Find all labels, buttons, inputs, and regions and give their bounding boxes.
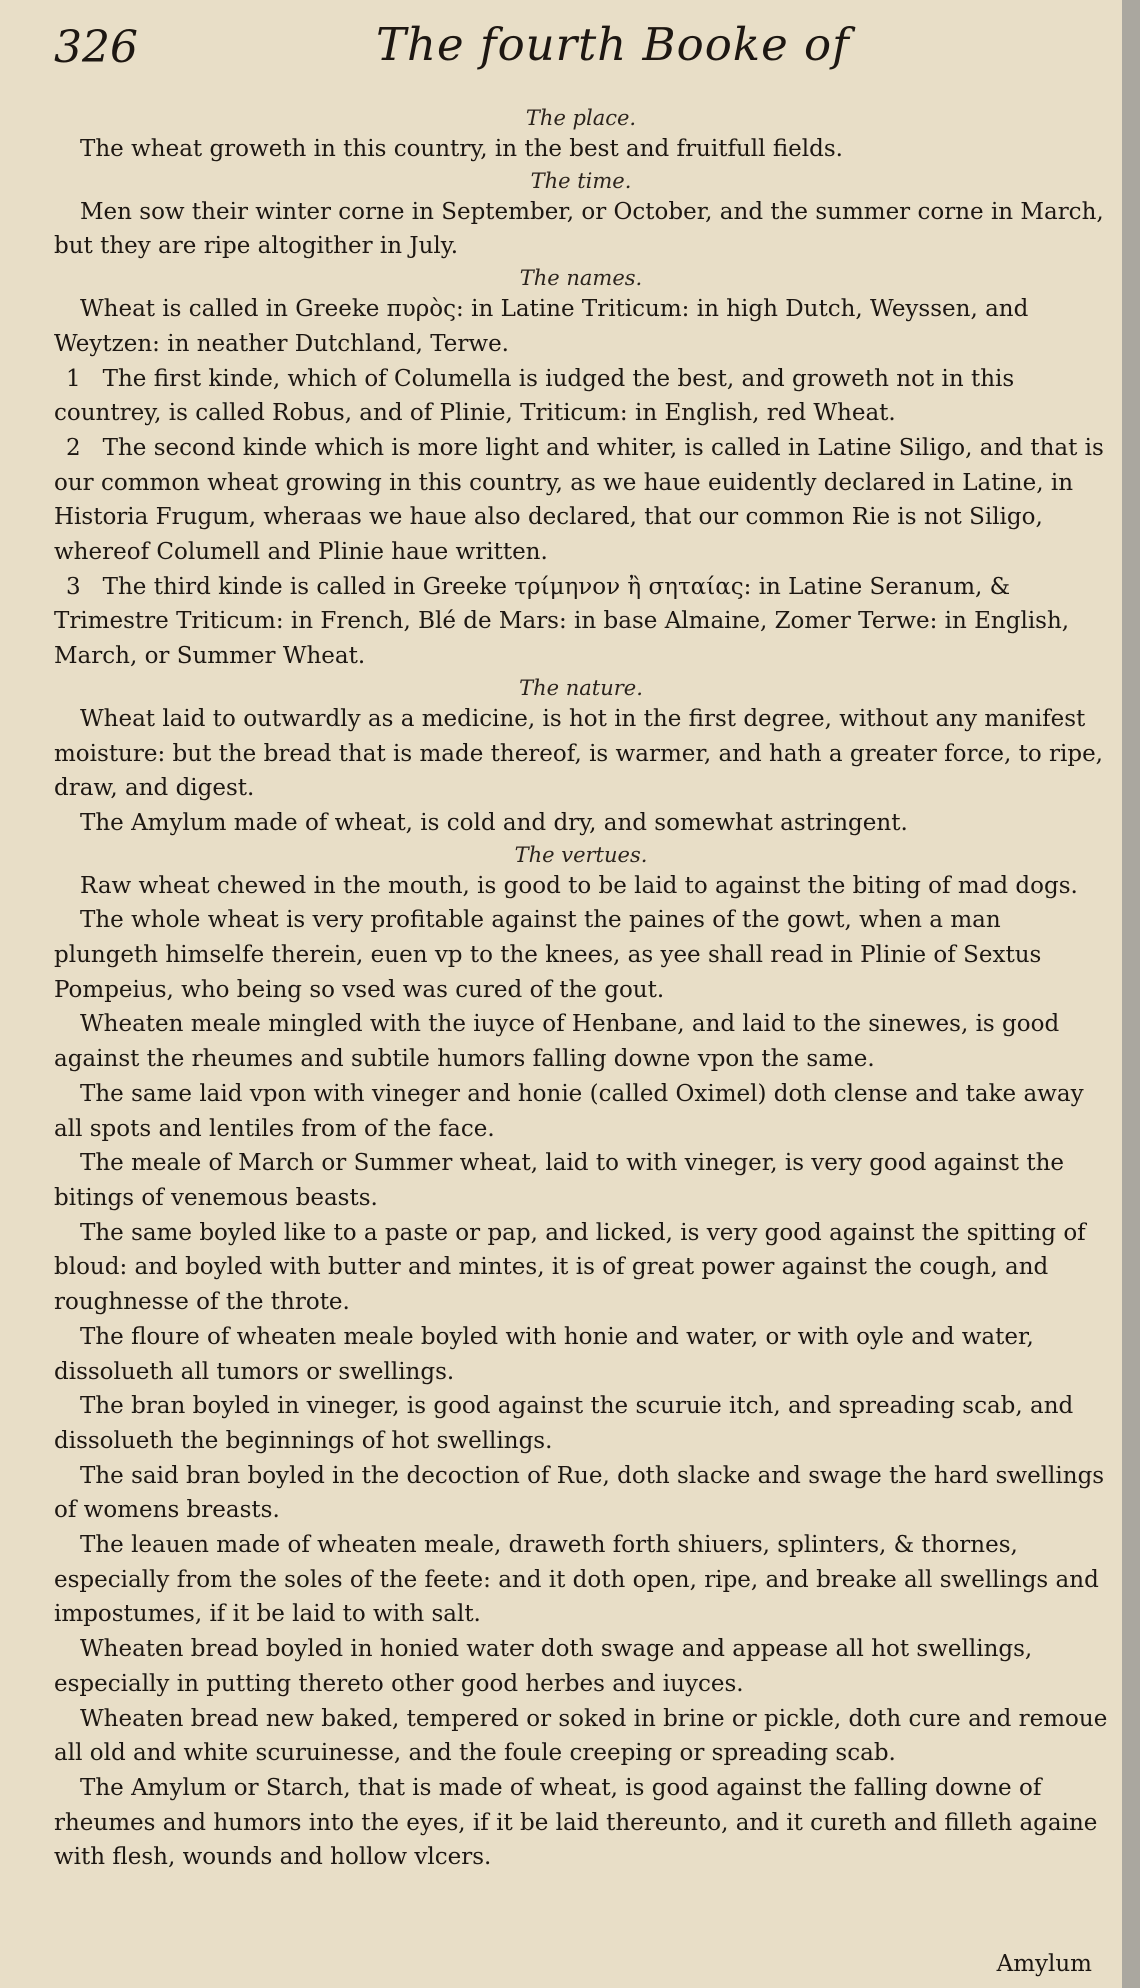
paragraph [54, 1216, 1108, 1320]
paragraph-text: The first kinde, which of Columella is iudged the best, and groweth not in this countrey, is called Robus, and of Plinie, Triticum: in English, red Wheat. [54, 365, 1015, 427]
paragraph-text: The floure of wheaten meale boyled with honie and water, or with oyle and water, dissolueth all tumors or swellings. [54, 1323, 1034, 1385]
paragraph [54, 1077, 1108, 1146]
paragraph [54, 1007, 1108, 1076]
catchword: Amylum [996, 1951, 1092, 1977]
paragraph [54, 1459, 1108, 1528]
paragraph-text: Raw wheat chewed in the mouth, is good to be laid to against the biting of mad dogs. [80, 872, 1078, 899]
page-body [54, 104, 1108, 1875]
paragraph-text: Wheaten bread new baked, tempered or soked in brine or pickle, doth cure and remoue all old and white scuruinesse, and the foule creeping or spreading scab. [54, 1705, 1108, 1767]
paragraph-text: Wheat is called in Greeke πυρὸς: in Latine Triticum: in high Dutch, Weyssen, and Weytzen: in neather Dutchland, Terwe. [54, 296, 1029, 357]
paragraph-text: The Amylum or Starch, that is made of wheat, is good against the falling downe of rheumes and humors into the eyes, if it be laid thereunto, and it cureth and filleth againe with flesh, wounds and hollow vlcers. [54, 1774, 1098, 1871]
paragraph [54, 1320, 1108, 1389]
paragraph [54, 1146, 1108, 1215]
paragraph-text: The wheat groweth in this country, in the best and fruitfull fields. [80, 136, 843, 162]
paragraph-text: Wheaten bread boyled in honied water doth swage and appease all hot swellings, especially in putting thereto other good herbes and iuyces. [54, 1636, 1033, 1697]
paragraph [54, 1389, 1108, 1458]
paragraph-text: Men sow their winter corne in September, or October, and the summer corne in March, but they are ripe altogither in July. [54, 198, 1104, 260]
paragraph [54, 1771, 1108, 1875]
paragraph-text: The meale of March or Summer wheat, laid to with vineger, is very good against the bitings of venemous beasts. [54, 1150, 1065, 1211]
section-heading: The names. [519, 266, 643, 291]
paragraph-text: The same boyled like to a paste or pap, and licked, is very good against the spitting of bloud: and boyled with butter and mintes, it is of great power against the cough, and roughnesse of the throte. [54, 1219, 1086, 1316]
section-heading: The place. [525, 106, 637, 130]
paragraph [54, 869, 1108, 904]
numbered-paragraph [54, 431, 1108, 570]
paragraph-text: The third kinde is called in Greeke τρίμηνον ἢ σηταίας: in Latine Seranum, & Trimestre Triticum: in French, Blé de Mars: in base Almaine, Zomer Terwe: in English, March, or Summer Wheat. [54, 573, 1070, 670]
paragraph-text: The bran boyled in vineger, is good against the scuruie itch, and spreading scab, and dissolueth the beginnings of hot swellings. [54, 1393, 1074, 1454]
paragraph-text: Wheaten meale mingled with the iuyce of Henbane, and laid to the sinewes, is good against the rheumes and subtile humors falling downe vpon the same. [54, 1011, 1060, 1073]
paragraph-text: The second kinde which is more light and whiter, is called in Latine Siligo, and that is our common wheat growing in this country, as we haue euidently declared in Latine, in Historia Frugum, wheraas we haue also declared, that our common Rie is not Siligo, whereof Columell and Plinie haue written. [54, 434, 1104, 566]
paragraph-number: 2 [66, 434, 81, 461]
paragraph-number: 3 [66, 573, 81, 600]
running-title: The fourth Booke of [376, 18, 850, 71]
paragraph-text: The leauen made of wheaten meale, draweth forth shiuers, splinters, & thornes, especially from the soles of the feete: and it doth open, ripe, and breake all swellings and impostumes, if it be laid to with salt. [54, 1532, 1099, 1628]
paragraph [54, 903, 1108, 1007]
paragraph-text: The Amylum made of wheat, is cold and dry, and somewhat astringent. [80, 809, 908, 836]
paragraph-number: 1 [66, 365, 81, 392]
paragraph-text: Wheat laid to outwardly as a medicine, is hot in the first degree, without any manifest moisture: but the bread that is made thereof, is warmer, and hath a greater force, to ripe, draw, and digest. [54, 705, 1103, 802]
paragraph [54, 1702, 1108, 1771]
paragraph [54, 292, 1108, 361]
section-heading: The time. [530, 168, 632, 193]
paragraph [54, 806, 1108, 841]
paragraph [54, 702, 1108, 806]
page-number: 326 [54, 22, 138, 73]
section-heading: The vertues. [514, 842, 648, 867]
numbered-paragraph [54, 362, 1108, 431]
numbered-paragraph [54, 570, 1108, 674]
paragraph [54, 1632, 1108, 1701]
page-edge-shadow [1122, 0, 1140, 1988]
paragraph [54, 1528, 1108, 1632]
section-heading: The nature. [519, 675, 643, 700]
paragraph-text: The same laid vpon with vineger and honie (called Oximel) doth clense and take away all spots and lentiles from of the face. [54, 1080, 1084, 1142]
paragraph [54, 195, 1108, 264]
paragraph-text: The said bran boyled in the decoction of Rue, doth slacke and swage the hard swellings of womens breasts. [54, 1462, 1105, 1524]
paragraph-text: The whole wheat is very profitable against the paines of the gowt, when a man plungeth himselfe therein, euen vp to the knees, as yee shall read in Plinie of Sextus Pompeius, who being so vsed was cured of the gout. [54, 907, 1042, 1003]
paragraph [54, 132, 1108, 167]
page-header [54, 18, 1106, 78]
